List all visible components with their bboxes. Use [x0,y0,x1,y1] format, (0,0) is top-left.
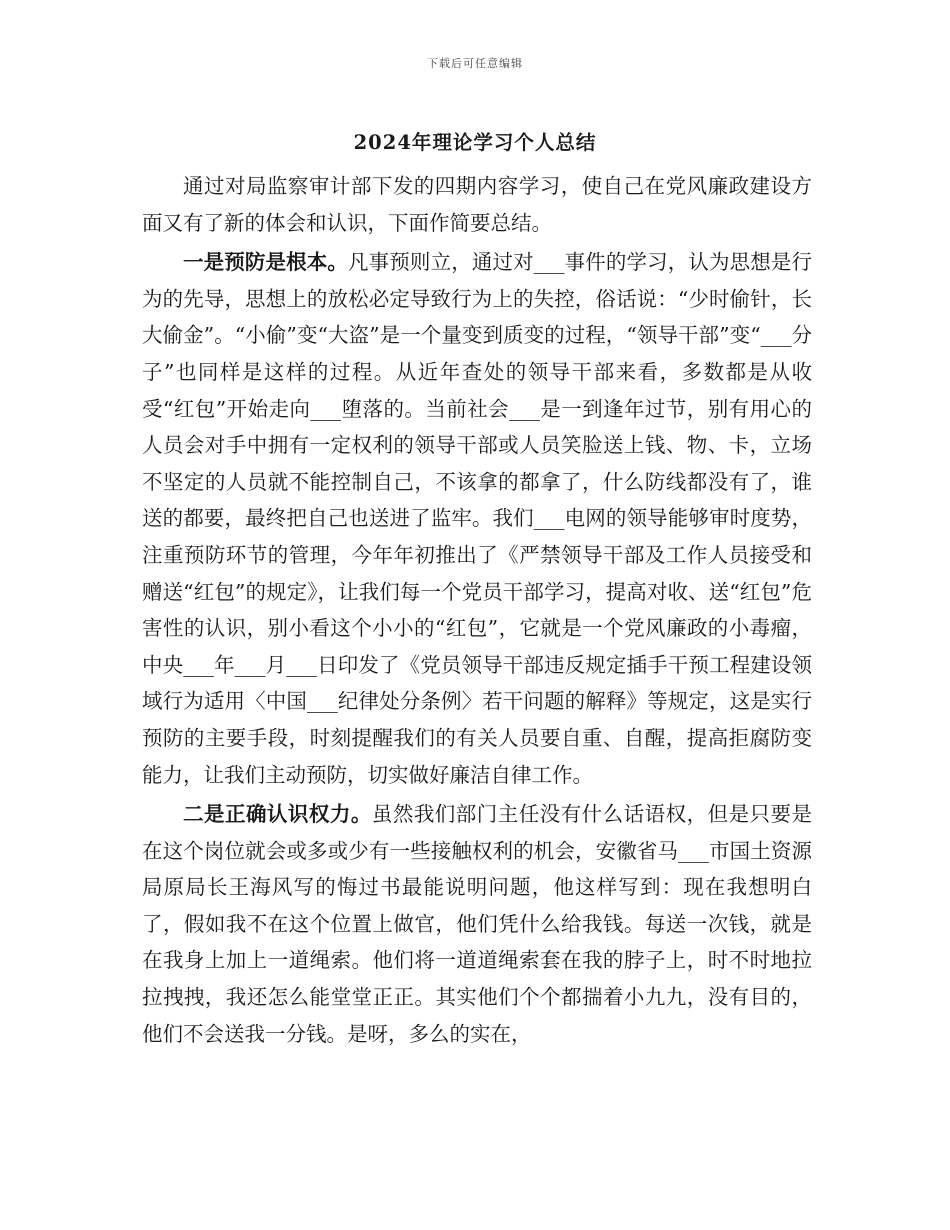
document-title: 2024年理论学习个人总结 [353,131,597,154]
paragraph-intro-text: 通过对局监察审计部下发的四期内容学习，使自己在党风廉政建设方面又有了新的体会和认识，下面作简要总结。 [142,174,812,235]
paragraph-prevention-heading: 一是预防是根本。 [183,250,349,275]
paragraph-power-heading: 二是正确认识权力。 [183,802,372,827]
paragraph-prevention-text: 凡事预则立，通过对___事件的学习，认为思想是行为的先导，思想上的放松必定导致行为上的失控，俗话说：“少时偷针，长大偷金”。“小偷”变“大盗”是一个量变到质变的过程，“领导干部”变“___分子”也同样是这样的过程。从近年查处的领导干部来看，多数都是从收受“红包”开始走向___堕落的。当前社会___是一到逢年过节，别有用心的人员会对手中拥有一定权利的领导干部或人员笑脸送上钱、物、卡，立场不坚定的人员就不能控制自己，不该拿的都拿了，什么防线都没有了，谁送的都要，最终把自己也送进了监牢。我们___电网的领导能够审时度势，注重预防环节的管理，今年年初推出了《严禁领导干部及工作人员接受和赠送“红包”的规定》，让我们每一个党员干部学习，提高对收、送“红包”危害性的认识，别小看这个小小的“红包”，它就是一个党风廉政的小毒瘤，中央___年___月___日印发了《党员领导干部违反规定插手干预工程建设领域行为适用〈中国___纪律处分条例〉若干问题的解释》等规定，这是实行预防的主要手段，时刻提醒我们的有关人员要自重、自醒，提高拒腐防变能力，让我们主动预防，切实做好廉洁自律工作。 [142,250,813,787]
paragraph-prevention [142,244,812,793]
paragraph-intro [142,168,812,241]
header-note: 下载后可任意编辑 [427,57,523,70]
paragraph-power [142,796,812,1052]
document-body [142,168,812,1052]
paragraph-power-text: 虽然我们部门主任没有什么话语权，但是只要是在这个岗位就会或多或少有一些接触权利的机会，安徽省马___市国土资源局原局长王海风写的悔过书最能说明问题，他这样写到：现在我想明白了，假如我不在这个位置上做官，他们凭什么给我钱。每送一次钱，就是在我身上加上一道绳索。他们将一道道绳索套在我的脖子上，时不时地拉拉拽拽，我还怎么能堂堂正正。其实他们个个都揣着小九九，没有目的，他们不会送我一分钱。是呀，多么的实在， [142,802,813,1046]
